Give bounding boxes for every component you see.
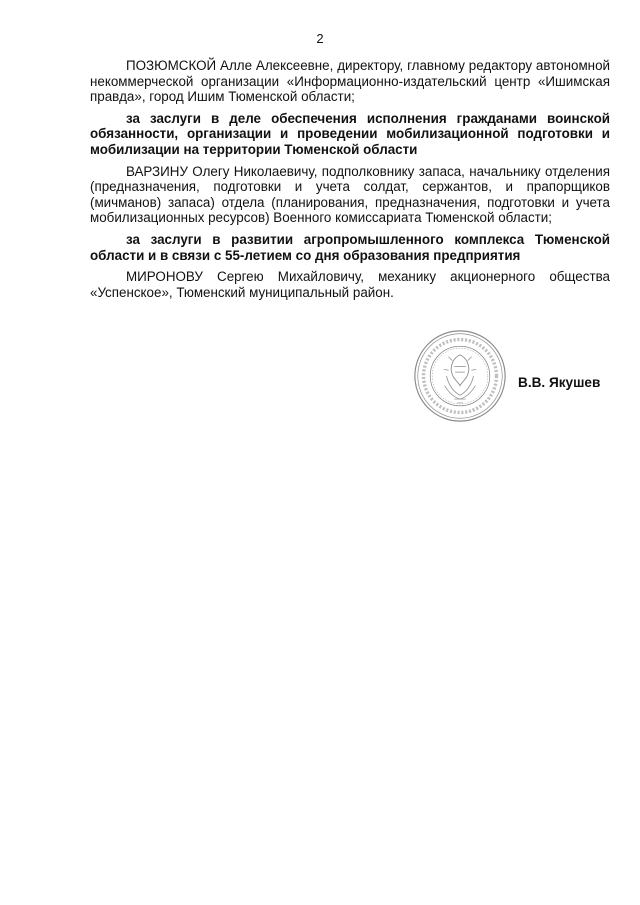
seal-stamp-icon bbox=[412, 328, 508, 424]
award-heading-military: за заслуги в деле обеспечения исполнения гражданами воинской обязанности, организации и проведении мобилизационной подготовки и мобилизации на территории Тюменской области bbox=[90, 110, 610, 157]
paragraph-varzin: ВАРЗИНУ Олегу Николаевичу, подполковнику запаса, начальнику отделения (предназначения, подготовки и учета солдат, сержантов, и прапорщиков (мичманов) запаса) отдела (планирования, предназначения, подготовки и учета мобилизационных ресурсов) Военного комиссариата Тюменской области; bbox=[90, 163, 610, 226]
signature-block bbox=[412, 328, 612, 428]
signer-name: В.В. Якушев bbox=[518, 375, 601, 390]
award-heading-agro: за заслуги в развитии агропромышленного комплекса Тюменской области и в связи с 55-летием со дня образования предприятия bbox=[90, 231, 610, 263]
document-body bbox=[90, 58, 610, 306]
paragraph-mironov: МИРОНОВУ Сергею Михайловичу, механику акционерного общества «Успенское», Тюменский муниципальный район. bbox=[90, 269, 610, 300]
page-number: 2 bbox=[316, 31, 324, 46]
paragraph-pozyumskaya: ПОЗЮМСКОЙ Алле Алексеевне, директору, главному редактору автономной некоммерческой организации «Информационно-издательский центр «Ишимская правда», город Ишим Тюменской области; bbox=[90, 58, 610, 105]
